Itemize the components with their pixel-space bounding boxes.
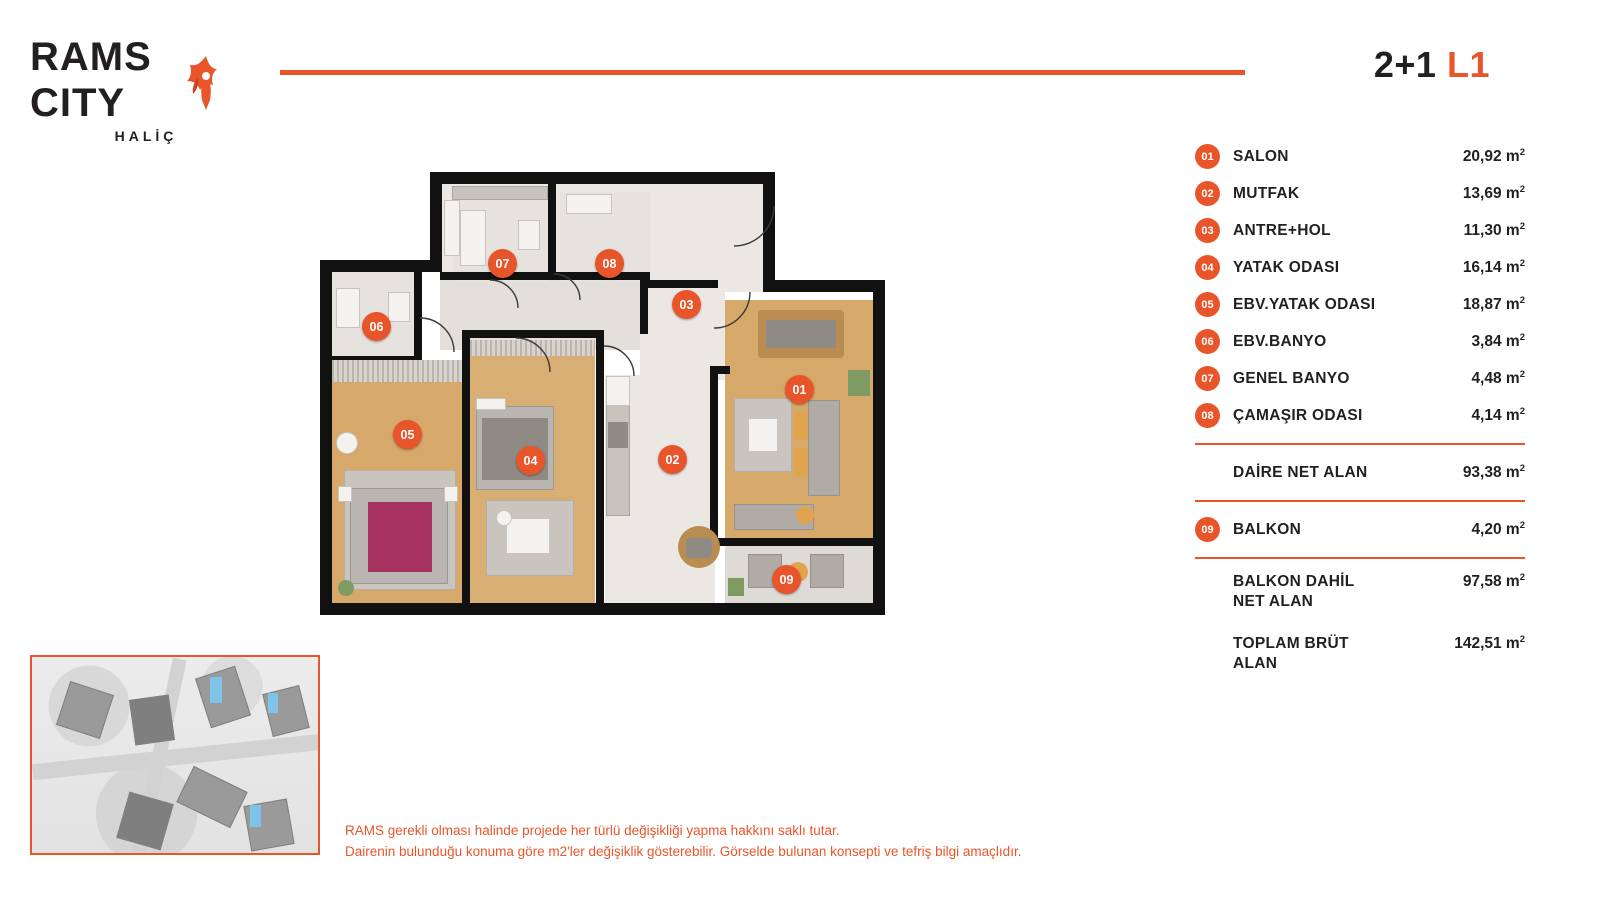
furniture-armchair-1 (794, 412, 808, 440)
furniture-chair (496, 510, 512, 526)
plan-marker-07: 07 (488, 249, 517, 278)
room-badge: 03 (1195, 218, 1220, 243)
legend-net-area-row (1195, 454, 1525, 491)
furniture-shower-07 (460, 210, 486, 266)
wall-internal-10 (710, 538, 885, 546)
room-badge: 07 (1195, 366, 1220, 391)
room-legend (1195, 138, 1525, 678)
disclaimer-note (345, 820, 1175, 862)
furniture-wc-06 (388, 292, 410, 322)
site-pool-1 (210, 677, 222, 703)
plan-marker-04: 04 (516, 446, 545, 475)
legend-balcony-row (1195, 511, 1525, 548)
furniture-side-table (336, 432, 358, 454)
furniture-wardrobe-second (470, 340, 594, 356)
disclaimer-line-1: RAMS gerekli olması halinde projede her türlü değişikliği yapma hakkını saklı tutar. (345, 823, 840, 838)
plan-marker-03: 03 (672, 290, 701, 319)
furniture-sofa (808, 400, 840, 496)
net-area-label: DAİRE NET ALAN (1233, 463, 1368, 481)
furniture-pillow (476, 398, 506, 410)
wall-internal-12 (640, 280, 718, 288)
plan-marker-09: 09 (772, 565, 801, 594)
plan-marker-08: 08 (595, 249, 624, 278)
plan-marker-06: 06 (362, 312, 391, 341)
balcony-label: BALKON (1233, 520, 1302, 538)
legend-row (1195, 138, 1525, 175)
balcony-area: 4,20 $m^2$ (1471, 519, 1525, 539)
wall-internal-6 (462, 330, 602, 338)
room-name: YATAK ODASI (1233, 258, 1340, 276)
wall-top (430, 172, 775, 184)
furniture-pouf (796, 506, 814, 524)
room-badge: 02 (1195, 181, 1220, 206)
site-pool-2 (268, 693, 278, 713)
brand-name-part1: RAMS (30, 35, 152, 79)
legend-divider (1195, 557, 1525, 559)
furniture-fridge (606, 376, 630, 406)
gross-area-value: 142,51 $m^2$ (1454, 634, 1525, 653)
balcony-included-area: 97,58 $m^2$ (1462, 572, 1525, 591)
room-name: SALON (1233, 147, 1289, 165)
plan-marker-02: 02 (658, 445, 687, 474)
furniture-quilt (368, 502, 432, 572)
wall-right (873, 280, 885, 615)
room-area: 11,30 $m^2$ (1463, 220, 1525, 240)
furniture-balcony-plant (728, 578, 744, 596)
room-area: 16,14 $m^2$ (1462, 257, 1525, 277)
legend-row (1195, 323, 1525, 360)
wall-left (320, 260, 332, 615)
room-badge: 09 (1195, 517, 1220, 542)
legend-row (1195, 360, 1525, 397)
furniture-dining-chairs-small (686, 538, 712, 558)
tulip-logo-icon (178, 52, 234, 114)
furniture-fridge-tall (444, 200, 460, 256)
legend-row (1195, 175, 1525, 212)
site-map (30, 655, 320, 855)
furniture-balcony-chair-2 (810, 554, 844, 588)
header-divider (280, 70, 1245, 75)
furniture-coffee-table (748, 418, 778, 452)
plan-marker-05: 05 (393, 420, 422, 449)
brand-name-part2: CITY (30, 81, 126, 125)
legend-row (1195, 397, 1525, 434)
furniture-plant (338, 580, 354, 596)
brand-logo (30, 34, 280, 144)
net-area-value: 93,38 $m^2$ (1462, 462, 1525, 482)
room-area: 3,84 $m^2$ (1471, 331, 1525, 351)
furniture-dining-chairs (766, 320, 836, 348)
wall-living-top (763, 280, 885, 292)
room-area: 20,92 $m^2$ (1462, 146, 1525, 166)
plan-type: 2+1 (1373, 44, 1437, 85)
plan-marker-01: 01 (785, 375, 814, 404)
legend-gross-row (1195, 630, 1525, 678)
furniture-washer-08 (566, 194, 612, 214)
room-area: 4,14 $m^2$ (1471, 405, 1525, 425)
furniture-plant-living (848, 370, 870, 396)
legend-divider (1195, 500, 1525, 502)
room-area: 13,69 $m^2$ (1462, 183, 1525, 203)
furniture-nightstand-right (444, 486, 458, 502)
legend-row (1195, 212, 1525, 249)
wall-upper-left (430, 172, 442, 272)
brand-name (30, 34, 280, 126)
disclaimer-line-2: Dairenin bulunduğu konuma göre m2'ler değişiklik gösterebilir. Görselde bulunan konsepti ve tefriş bilgi amaçlıdır. (345, 844, 1022, 859)
room-name: MUTFAK (1233, 184, 1300, 202)
room-name: GENEL BANYO (1233, 369, 1350, 387)
room-badge: 06 (1195, 329, 1220, 354)
wall-internal-2 (548, 184, 556, 280)
room-badge: 04 (1195, 255, 1220, 280)
wall-right-upper (763, 172, 775, 292)
legend-divider (1195, 443, 1525, 445)
room-name: EBV.BANYO (1233, 332, 1327, 350)
wall-internal-8 (710, 366, 718, 546)
floor-plan-drawing (310, 170, 900, 620)
site-building-2 (129, 694, 175, 745)
room-area: 4,48 $m^2$ (1471, 368, 1525, 388)
furniture-armchair-2 (794, 448, 808, 476)
site-pool-3 (250, 805, 261, 827)
furniture-wc-07 (518, 220, 540, 250)
legend-row (1195, 286, 1525, 323)
furniture-cooktop (608, 422, 628, 448)
wall-internal-9 (710, 366, 730, 374)
room-badge: 01 (1195, 144, 1220, 169)
wall-left-top (320, 260, 442, 272)
balcony-included-label: BALKON DAHİL NET ALAN (1233, 573, 1355, 610)
plan-code (1374, 44, 1490, 86)
plan-variant: L1 (1446, 44, 1490, 85)
furniture-shower-06 (336, 288, 360, 328)
brand-subtitle: HALİÇ (114, 128, 178, 144)
room-area: 18,87 $m^2$ (1462, 294, 1525, 314)
furniture-counter-top (452, 186, 548, 200)
legend-balcony-included-row (1195, 568, 1525, 616)
room-badge: 05 (1195, 292, 1220, 317)
wall-internal-7 (596, 330, 604, 610)
gross-area-label: TOPLAM BRÜT ALAN (1233, 635, 1349, 672)
furniture-wardrobe-master (332, 360, 462, 382)
furniture-desk (506, 518, 550, 554)
room-name: ÇAMAŞIR ODASI (1233, 406, 1363, 424)
wall-internal-5 (462, 330, 470, 610)
wall-internal-3 (414, 268, 422, 364)
room-name: ANTRE+HOL (1233, 221, 1331, 239)
furniture-nightstand-left (338, 486, 352, 502)
room-badge: 08 (1195, 403, 1220, 428)
room-name: EBV.YATAK ODASI (1233, 295, 1376, 313)
legend-row (1195, 249, 1525, 286)
